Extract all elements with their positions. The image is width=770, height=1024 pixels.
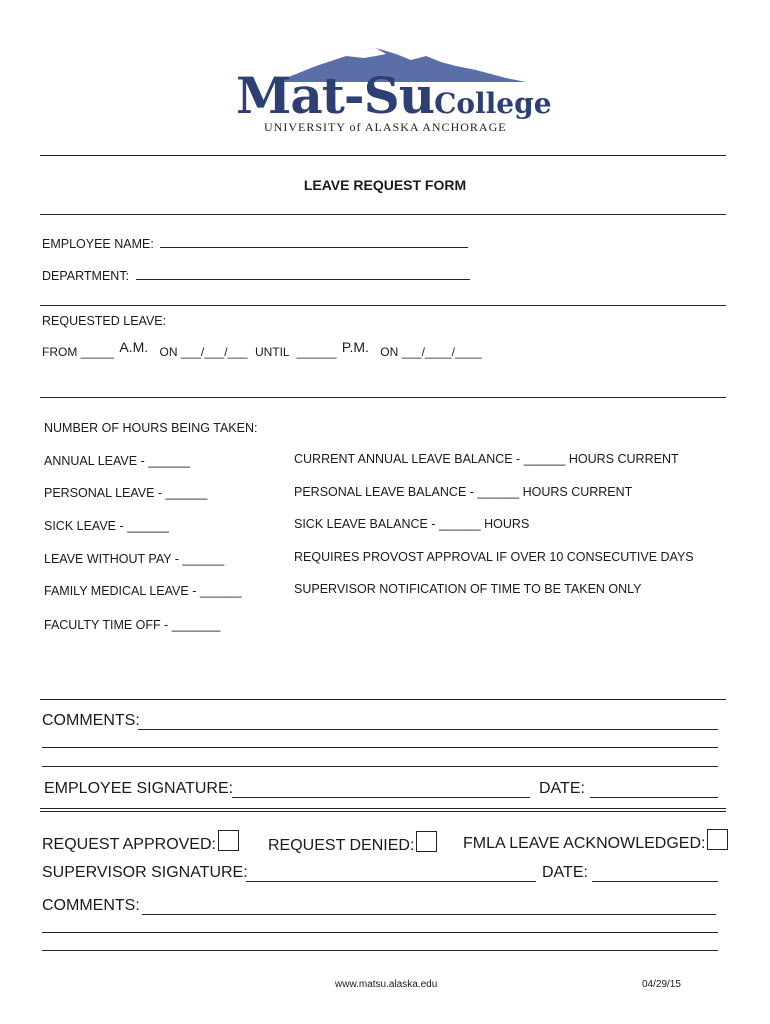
footer-url[interactable]: www.matsu.alaska.edu [335,979,438,990]
leave-item-annual[interactable]: ANNUAL LEAVE - ______ [44,454,190,468]
until-date-field[interactable]: ___/____/____ [401,345,482,359]
request-approved-label: REQUEST APPROVED: [42,836,216,853]
divider-top [40,155,726,156]
fmla-acknowledged-checkbox[interactable] [707,829,728,850]
college-logo [236,44,552,136]
supervisor-comments-label: COMMENTS: [42,897,140,914]
note-supervisor-notification: SUPERVISOR NOTIFICATION OF TIME TO BE TAKEN ONLY [294,582,642,596]
from-label: FROM [42,345,78,359]
employee-signature-label: EMPLOYEE SIGNATURE: [44,780,234,797]
logo-name: Mat-Su [236,66,435,125]
divider-supervisor [40,808,726,812]
leave-item-faculty-time-off[interactable]: FACULTY TIME OFF - _______ [44,618,221,632]
supervisor-comments-line-3[interactable] [42,950,718,951]
supervisor-signature-label: SUPERVISOR SIGNATURE: [42,864,248,881]
pm-label: P.M. [341,339,369,355]
leave-item-family-medical[interactable]: FAMILY MEDICAL LEAVE - ______ [44,584,242,598]
supervisor-date-field[interactable] [592,881,718,882]
footer-revision-date: 04/29/15 [642,979,681,990]
fmla-acknowledged-label: FMLA LEAVE ACKNOWLEDGED: [463,835,706,852]
until-time-field[interactable]: ______ [296,345,337,359]
from-date-field[interactable]: ___/___/___ [180,345,248,359]
on-label-2: ON [380,345,399,359]
am-label: A.M. [119,339,149,355]
supervisor-comments-line-1[interactable] [142,914,716,915]
supervisor-comments-line-2[interactable] [42,932,718,933]
employee-name-label: EMPLOYEE NAME: [42,237,154,251]
leave-item-personal[interactable]: PERSONAL LEAVE - ______ [44,486,208,500]
department-label: DEPARTMENT: [42,269,130,283]
supervisor-date-label: DATE: [542,864,588,881]
balance-personal[interactable]: PERSONAL LEAVE BALANCE - ______ HOURS CURRENT [294,485,633,499]
logo-subtitle: UNIVERSITY of ALASKA ANCHORAGE [264,120,507,134]
employee-name-field[interactable] [160,247,468,248]
request-denied-label: REQUEST DENIED: [268,837,415,854]
from-time-field[interactable]: _____ [80,345,115,359]
employee-comments-line-3[interactable] [42,766,718,767]
divider-requested [40,305,726,306]
request-approved-checkbox[interactable] [218,830,239,851]
balance-annual[interactable]: CURRENT ANNUAL LEAVE BALANCE - ______ HOURS CURRENT [294,452,679,466]
department-field[interactable] [136,279,470,280]
supervisor-signature-field[interactable] [246,881,536,882]
leave-item-without-pay[interactable]: LEAVE WITHOUT PAY - ______ [44,552,225,566]
logo-suffix: College [434,87,552,120]
employee-signature-field[interactable] [232,797,530,798]
employee-comments-line-1[interactable] [138,729,718,730]
employee-comments-line-2[interactable] [42,747,718,748]
request-denied-checkbox[interactable] [416,831,437,852]
balance-sick[interactable]: SICK LEAVE BALANCE - ______ HOURS [294,517,530,531]
divider-comments [40,699,726,700]
until-label: UNTIL [254,345,290,359]
form-title: LEAVE REQUEST FORM [303,177,467,193]
employee-date-field[interactable] [590,797,718,798]
employee-comments-label: COMMENTS: [42,712,140,729]
divider-title [40,214,726,215]
requested-leave-label: REQUESTED LEAVE: [42,314,167,328]
hours-heading: NUMBER OF HOURS BEING TAKEN: [44,421,258,435]
employee-date-label: DATE: [539,780,585,797]
on-label-1: ON [159,345,178,359]
note-provost-approval: REQUIRES PROVOST APPROVAL IF OVER 10 CONSECUTIVE DAYS [294,550,694,564]
leave-item-sick[interactable]: SICK LEAVE - ______ [44,519,169,533]
divider-hours [40,397,726,398]
